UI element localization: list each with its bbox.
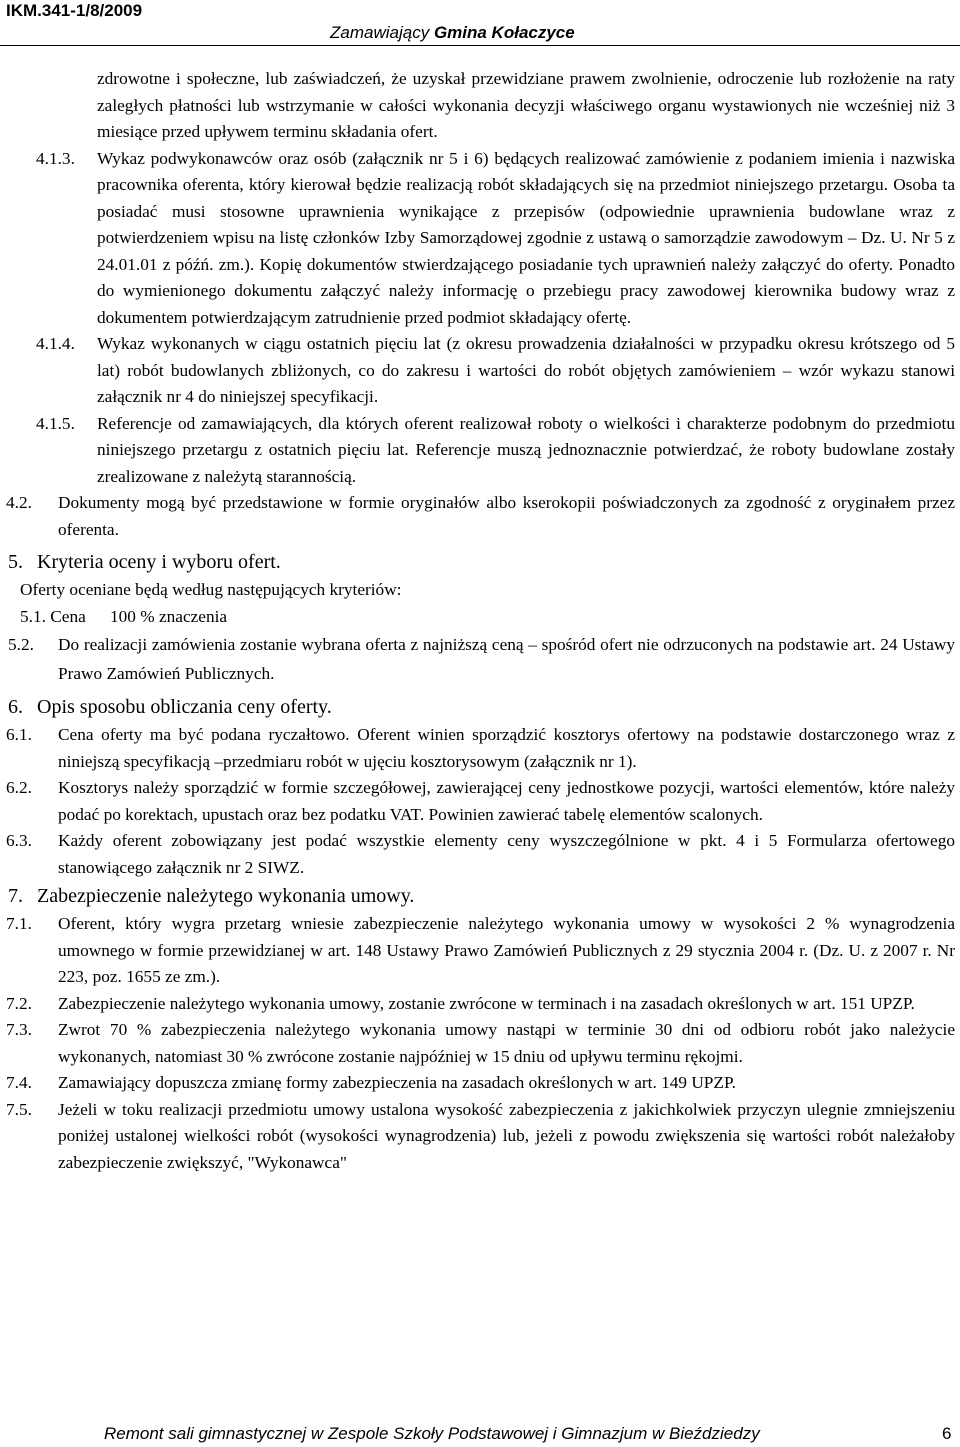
paragraph-text: Wykaz podwykonawców oraz osób (załącznik nr 5 i 6) będących realizować zamówienie z podaniem imienia i nazwiska pracownika oferenta, który kierował będzie realizacją robót składających się na przedmiot niniejszego przetargu. Osoba ta posiadać musi stosowne uprawnienia wynikające z przepisów (odpowiednie uprawnienia budowlane wraz z potwierdzeniem wpisu na listę członków Izby Samorządowej zgodnie z ustawą o samorządzie zawodowym – Dz. U. Nr 5 z 24.01.01 z późń. zm.). Kopię dokumentów stwierdzającego posiadanie tych uprawnień należy załączyć do oferty. Ponadto do wymienionego dokumentu załączyć należy informację o przebiegu pracy zawodowej kierownika budowy wraz z dokumentem potwierdzającym zatrudnienie przed podmiot składający ofertę.: [97, 148, 955, 327]
header-client: [330, 22, 575, 44]
paragraph-continuation: [97, 66, 955, 146]
paragraph-6-2: [6, 775, 955, 828]
section-number: 7.: [8, 885, 23, 907]
paragraph-text: Wykaz wykonanych w ciągu ostatnich pięciu lat (z okresu prowadzenia działalności w przypadku okresu krótszego od 5 lat) robót budowlanych zbliżonych, co do zakresu i wartości do robót objętych zamówieniem – wzór wykazu stanowi załącznik nr 4 do niniejszej specyfikacji.: [97, 334, 955, 406]
criterion-label: 5.1. Cena: [20, 606, 86, 626]
paragraph-number: 4.2.: [6, 493, 32, 512]
paragraph-4-1-5: [36, 411, 955, 491]
paragraph-text: Cena oferty ma być podana ryczałtowo. Oferent winien sporządzić kosztorys ofertowy na podstawie dostarczonego wraz z niniejszą specyfikacją –przedmiaru robót w ujęciu kosztorysowym (załącznik nr 1).: [58, 725, 955, 771]
criterion-row: [20, 604, 960, 631]
paragraph-number: 7.2.: [6, 993, 32, 1013]
paragraph-7-1: [6, 911, 955, 991]
paragraph-text: Zwrot 70 % zabezpieczenia należytego wykonania umowy nastąpi w terminie 30 dni od odbioru robót jako należycie wykonanych, natomiast 30 % zwrócone zostanie najpóźniej w 15 dniu od upływu terminu rękojmi.: [58, 1020, 955, 1066]
paragraph-text: Każdy oferent zobowiązany jest podać wszystkie elementy ceny wyszczególnione w pkt. 4 i 5 Formularza ofertowego stanowiącego załącznik nr 2 SIWZ.: [58, 831, 955, 877]
criterion-value: 100 % znaczenia: [110, 606, 228, 626]
paragraph-number: 7.4.: [6, 1073, 32, 1092]
paragraph-number: 4.1.3.: [36, 148, 75, 168]
section-5-intro: Oferty oceniane będą według następujących kryteriów:: [20, 580, 402, 599]
paragraph-number: 4.1.5.: [36, 413, 75, 433]
paragraph-text: Jeżeli w toku realizacji przedmiotu umowy ustalona wysokość zabezpieczenia z jakichkolwiek przyczyn ulegnie zmniejszeniu poniżej ustalonej wielkości robót (wysokości wynagrodzenia) lub, jeżeli z powodu zwiększenia się wartości robót należałoby zabezpieczenie zwiększyć, "Wykonawca": [58, 1099, 955, 1172]
paragraph-text: Referencje od zamawiających, dla których oferent realizował roboty o wielkości i charakterze podobnym do przedmiotu niniejszego przetargu z ostatnich pięciu lat. Referencje muszą jednoznacznie potwierdzać, że roboty budowlane zostały zrealizowane z należytą starannością.: [97, 413, 955, 486]
paragraph-text: zdrowotne i społeczne, lub zaświadczeń, że uzyskał przewidziane prawem zwolnienie, odroczenie lub rozłożenie na raty zaległych płatności lub wstrzymanie w całości wykonania decyzji właściwego organu wystawionych nie wcześniej niż 3 miesiące przed upływem terminu składania ofert.: [97, 69, 955, 141]
section-6-heading: [8, 692, 960, 722]
paragraph-number: 7.1.: [6, 914, 32, 933]
paragraph-7-2: [6, 991, 955, 1018]
paragraph-7-3: [6, 1017, 955, 1070]
paragraph-number: 6.1.: [6, 725, 32, 744]
paragraph-4-2: [6, 490, 955, 543]
client-name: Gmina Kołaczyce: [433, 23, 575, 42]
paragraph-number: 7.5.: [6, 1099, 32, 1119]
section-title: Kryteria oceny i wyboru ofert.: [37, 551, 281, 573]
paragraph-text: Kosztorys należy sporządzić w formie szczegółowej, zawierającej ceny jednostkowe pozycji, wartości elementów, które należy podać po korektach, upustach oraz bez podatku VAT. Powinien zawierać tabelę elementów scalonych.: [58, 778, 955, 824]
paragraph-text: Oferent, który wygra przetarg wniesie zabezpieczenie należytego wykonania umowy w wysokości 2 % wynagrodzenia umownego w formie przewidzianej w art. 148 Ustawy Prawo Zamówień Publicznych z 29 stycznia 2004 r. (Dz. U. z 2007 r. Nr 223, poz. 1655 ze zm.).: [58, 914, 955, 986]
paragraph-7-5: [6, 1097, 955, 1177]
paragraph-4-1-4: [36, 331, 955, 411]
section-title: Zabezpieczenie należytego wykonania umowy.: [37, 885, 415, 907]
paragraph-5-2: [8, 630, 955, 688]
paragraph-number: 4.1.4.: [36, 334, 75, 353]
paragraph-number: 5.2.: [8, 635, 34, 654]
header-rule: [0, 45, 960, 46]
paragraph-7-4: [6, 1070, 955, 1097]
paragraph-text: Zabezpieczenie należytego wykonania umowy, zostanie zwrócone w terminach i na zasadach określonych w art. 151 UPZP.: [58, 993, 915, 1013]
paragraph-number: 6.3.: [6, 831, 32, 850]
paragraph-text: Zamawiający dopuszcza zmianę formy zabezpieczenia na zasadach określonych w art. 149 UPZP.: [58, 1073, 736, 1092]
section-title: Opis sposobu obliczania ceny oferty.: [37, 696, 332, 718]
section-number: 5.: [8, 551, 23, 573]
paragraph-6-3: [6, 828, 955, 881]
section-number: 6.: [8, 696, 23, 718]
paragraph-6-1: [6, 722, 955, 775]
document-body: [0, 66, 960, 1176]
paragraph-number: 7.3.: [6, 1020, 32, 1039]
paragraph-text: Dokumenty mogą być przedstawione w formie oryginałów albo kserokopii poświadczonych za zgodność z oryginałem przez oferenta.: [58, 493, 955, 539]
paragraph-4-1-3: [36, 146, 955, 332]
document-id: IKM.341-1/8/2009: [6, 1, 143, 20]
footer-title: Remont sali gimnastycznej w Zespole Szkoły Podstawowej i Gimnazjum w Bieździedzy: [104, 1424, 760, 1443]
client-label: Zamawiający: [330, 23, 430, 42]
section-7-heading: [8, 881, 960, 911]
section-5-heading: [8, 547, 960, 577]
paragraph-text: Do realizacji zamówienia zostanie wybrana oferta z najniższą ceną – spośród ofert nie odrzuconych na podstawie art. 24 Ustawy Prawo Zamówień Publicznych.: [58, 635, 955, 683]
page-number: 6: [942, 1424, 952, 1443]
paragraph-number: 6.2.: [6, 778, 32, 797]
